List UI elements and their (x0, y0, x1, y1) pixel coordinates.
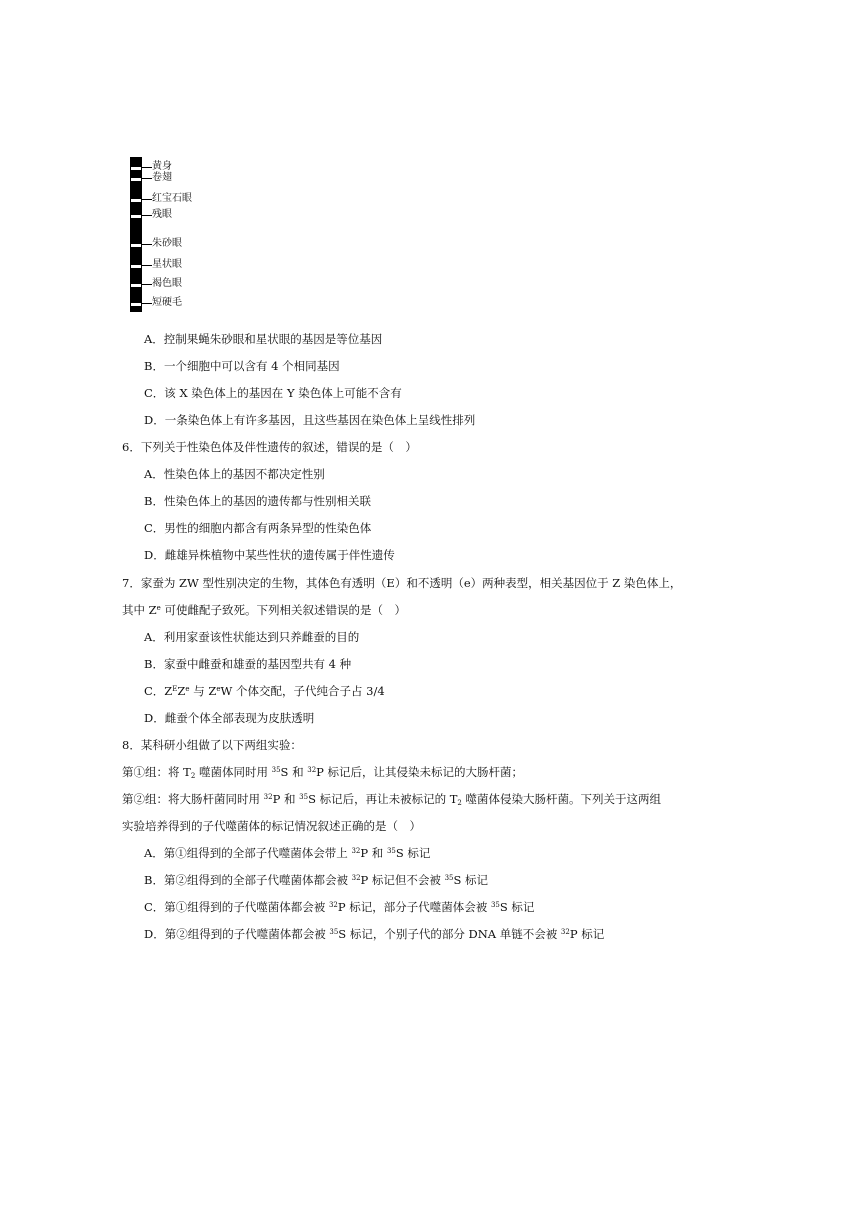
gene-tick (142, 265, 152, 266)
q8-group1: 第①组：将 $T_2$ 噬菌体同时用 $^{35}$S 和 $^{32}$P 标记后，让其侵染未标记的大肠杆菌； (122, 765, 524, 780)
q8-option-d: D．第②组得到的子代噬菌体都会被 $^{35}$S 标记，个别子代的部分 DNA 单链不会被 $^{32}$P 标记 (144, 927, 605, 941)
x-chromosome-figure (130, 157, 142, 312)
q5-option-d: D．一条染色体上有许多基因，且这些基因在染色体上呈线性排列 (144, 413, 476, 427)
q8-stem: 8．某科研小组做了以下两组实验： (122, 738, 302, 752)
gene-tick (142, 167, 152, 168)
q7-option-a: A．利用家蚕该性状能达到只养雌蚕的目的 (144, 630, 360, 644)
q5-option-a: A．控制果蝇朱砂眼和星状眼的基因是等位基因 (144, 332, 383, 346)
q7-option-b: B．家蚕中雌蚕和雄蚕的基因型共有 4 种 (144, 657, 352, 671)
chromosome-band (131, 244, 141, 247)
q7-option-d: D．雌蚕个体全部表现为皮肤透明 (144, 711, 315, 725)
gene-label-brown-eye: 褐色眼 (152, 278, 182, 289)
gene-tick (142, 284, 152, 285)
chromosome-band (131, 265, 141, 268)
q8-group2: 第②组：将大肠杆菌同时用 $^{32}$P 和 $^{35}$S 标记后，再让未被标记的 $T_2$ 噬菌体侵染大肠杆菌。下列关于这两组 (122, 792, 662, 807)
q8-stem-continued: 实验培养得到的子代噬菌体的标记情况叙述正确的是（ ） (122, 819, 421, 833)
gene-tick (142, 178, 152, 179)
q6-option-b: B．性染色体上的基因的遗传都与性别相关联 (144, 494, 371, 508)
gene-tick (142, 244, 152, 245)
q6-stem: 6．下列关于性染色体及伴性遗传的叙述，错误的是（ ） (122, 440, 417, 454)
q6-option-c: C．男性的细胞内都含有两条异型的性染色体 (144, 521, 372, 535)
chromosome-band (131, 199, 141, 202)
q7-stem-line1: 7．家蚕为 ZW 型性别决定的生物，其体色有透明（E）和不透明（e）两种表型，相关基因位于 Z 染色体上， (122, 576, 682, 590)
gene-label-vestigial-eye: 残眼 (152, 209, 172, 220)
q7-option-c: C．$Z^EZ^e$ 与 $Z^eW$ 个体交配，子代纯合子占 3/4 (144, 684, 385, 698)
gene-tick (142, 199, 152, 200)
q8-option-b: B．第②组得到的全部子代噬菌体都会被 $^{32}$P 标记但不会被 $^{35}$S 标记 (144, 873, 489, 887)
q6-option-d: D．雌雄异株植物中某些性状的遗传属于伴性遗传 (144, 548, 395, 562)
q7-stem-line2: 其中 $Z^e$ 可使雌配子致死。下列相关叙述错误的是（ ） (122, 603, 406, 617)
gene-label-yellow-body: 黄身 (152, 161, 172, 172)
q8-option-a: A．第①组得到的全部子代噬菌体会带上 $^{32}$P 和 $^{35}$S 标记 (144, 846, 431, 860)
gene-tick (142, 215, 152, 216)
chromosome-band (131, 303, 141, 306)
gene-label-ruby-eye: 红宝石眼 (152, 193, 192, 204)
q6-option-a: A．性染色体上的基因不都决定性别 (144, 467, 325, 481)
gene-label-curly-wing: 卷翅 (152, 172, 172, 183)
gene-label-star-eye: 星状眼 (152, 259, 182, 270)
chromosome-band (131, 215, 141, 218)
q8-option-c: C．第①组得到的子代噬菌体都会被 $^{32}$P 标记，部分子代噬菌体会被 $^{35}$S 标记 (144, 900, 535, 914)
chromosome-band (131, 284, 141, 287)
gene-label-vermilion-eye: 朱砂眼 (152, 238, 182, 249)
gene-tick (142, 303, 152, 304)
gene-label-short-bristle: 短硬毛 (152, 297, 182, 308)
chromosome-band (131, 178, 141, 181)
chromosome-band (131, 167, 141, 170)
q5-option-c: C．该 X 染色体上的基因在 Y 染色体上可能不含有 (144, 386, 402, 400)
q5-option-b: B．一个细胞中可以含有 4 个相同基因 (144, 359, 340, 373)
